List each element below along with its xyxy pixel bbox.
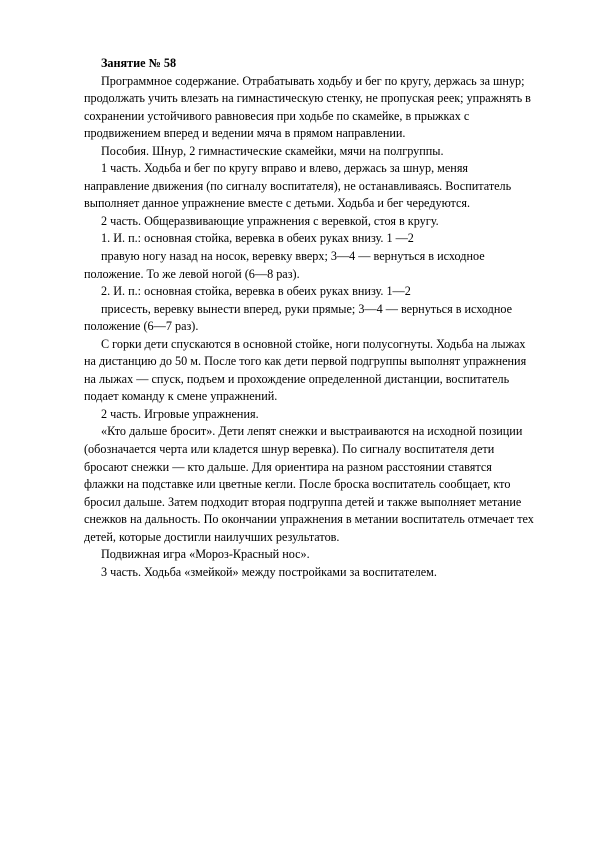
paragraph-skiing: С горки дети спускаются в основной стойке, ноги полусогнуты. Ходьба на лыжах на дистанцию до 50 м. После того как дети первой подгруппы выполнят упражнения на лыжах — спуск, подъем и прохождение определенной дистанции, воспитатель подает команду к смене упражнений. — [84, 336, 527, 404]
paragraph-part-3: 3 часть. Ходьба «змейкой» между постройками за воспитателем. — [101, 564, 437, 579]
paragraph-snowball-game: «Кто дальше бросит». Дети лепят снежки и выстраиваются на исходной позиции (обозначается черта или кладется шнур веревка). По сигналу воспитателя дети бросают снежки — кто дальше. Для ориентира на разном расстоянии ставятся флажки на подставке или цветные кегли. После броска воспитатель сообщает, кто бросил дальше. Затем подходит вторая подгруппа детей и также выполняет метание снежков на дальность. По окончании упражнения в метании воспитатель отмечает тех детей, которые достигли наилучших результатов. — [84, 424, 534, 544]
document-body — [84, 55, 534, 581]
paragraph-exercise-2-body: присесть, веревку вынести вперед, руки прямые; 3—4 — вернуться в исходное положение (6—7 раз). — [84, 301, 513, 334]
paragraph-exercise-1-body: правую ногу назад на носок, веревку вверх; 3—4 — вернуться в исходное положение. То же левой ногой (6—8 раз). — [84, 249, 485, 281]
paragraph-part-1: 1 часть. Ходьба и бег по кругу вправо и влево, держась за шнур, меняя направление движения (по сигналу воспитателя), не останавливаясь. Воспитатель выполняет данное упражнение вместе с детьми. Ходьба и бег чередуются. — [84, 161, 512, 211]
document-title: Занятие № 58 — [101, 56, 177, 70]
paragraph-exercise-1-start: 1. И. п.: основная стойка, веревка в обеих руках внизу. 1 —2 — [101, 231, 414, 246]
paragraph-part-2-exercises: 2 часть. Общеразвивающие упражнения с веревкой, стоя в кругу. — [101, 213, 439, 228]
paragraph-equipment: Пособия. Шнур, 2 гимнастические скамейки, мячи на полгруппы. — [101, 143, 444, 158]
paragraph-program-content: Программное содержание. Отрабатывать ходьбу и бег по кругу, держась за шнур; продолжать учить влезать на гимнастическую стенку, не пропуская реек; упражнять в сохранении устойчивого равновесия при ходьбе по скамейке, в прыжках с продвижением вперед и ведении мяча в прямом направлении. — [84, 73, 531, 141]
paragraph-part-2-games: 2 часть. Игровые упражнения. — [101, 406, 259, 421]
paragraph-moving-game: Подвижная игра «Мороз-Красный нос». — [101, 547, 310, 562]
paragraph-exercise-2-start: 2. И. п.: основная стойка, веревка в обеих руках внизу. 1—2 — [101, 284, 411, 299]
